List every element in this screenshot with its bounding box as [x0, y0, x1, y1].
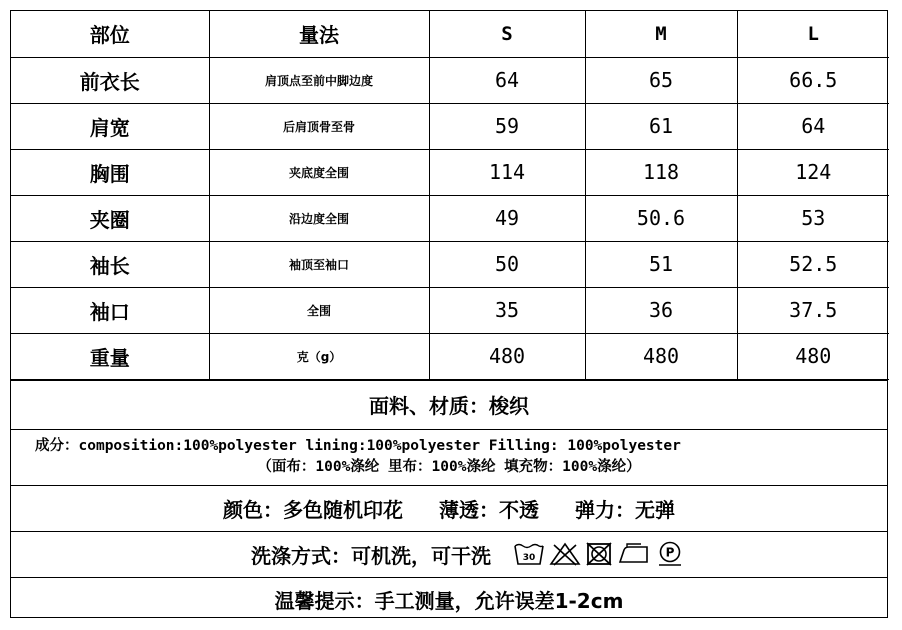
wash-temp: 30: [522, 553, 536, 563]
iron-icon: [617, 541, 651, 567]
table-row: [11, 241, 889, 287]
row-part: 肩宽: [11, 103, 209, 149]
row-part: 夹圈: [11, 195, 209, 241]
row-size-m: 65: [585, 57, 737, 103]
row-size-s: 64: [429, 57, 585, 103]
material-line: 面料、材质：梭织: [11, 380, 887, 429]
row-size-s: 50: [429, 241, 585, 287]
row-size-l: 64: [737, 103, 889, 149]
row-size-m: 480: [585, 333, 737, 379]
care-icons: [513, 540, 685, 568]
measurement-tip: 温馨提示：手工测量，允许误差1-2cm: [11, 577, 887, 621]
header-size-s: S: [429, 11, 585, 57]
table-header-row: [11, 11, 889, 57]
row-part: 袖长: [11, 241, 209, 287]
row-size-s: 49: [429, 195, 585, 241]
row-method: 袖顶至袖口: [209, 241, 429, 287]
table-row: [11, 57, 889, 103]
row-size-m: 36: [585, 287, 737, 333]
care-text: 洗涤方式：可机洗，可干洗: [251, 543, 491, 568]
dry-clean-p-icon: [655, 540, 685, 568]
header-part: 部位: [11, 11, 209, 57]
size-chart: [10, 10, 888, 618]
row-size-s: 35: [429, 287, 585, 333]
row-size-m: 61: [585, 103, 737, 149]
row-size-m: 51: [585, 241, 737, 287]
row-part: 重量: [11, 333, 209, 379]
row-method: 后肩顶骨至骨: [209, 103, 429, 149]
care-line: [11, 531, 887, 577]
row-size-l: 53: [737, 195, 889, 241]
color-info: 颜色：多色随机印花: [223, 497, 403, 522]
row-method: 夹底度全围: [209, 149, 429, 195]
dry-clean-letter: P: [665, 545, 675, 560]
transparency-info: 薄透：不透: [439, 497, 539, 522]
attributes-line: [11, 485, 887, 531]
row-method: 肩顶点至前中脚边度: [209, 57, 429, 103]
row-size-s: 480: [429, 333, 585, 379]
row-size-l: 480: [737, 333, 889, 379]
header-size-l: L: [737, 11, 889, 57]
table-row: [11, 195, 889, 241]
no-tumble-dry-icon: [585, 541, 613, 567]
composition-block: [11, 429, 887, 485]
row-size-l: 66.5: [737, 57, 889, 103]
table-row: [11, 287, 889, 333]
row-size-m: 118: [585, 149, 737, 195]
wash-30-icon: [513, 541, 545, 567]
row-part: 胸围: [11, 149, 209, 195]
table-row: [11, 333, 889, 379]
row-method: 全围: [209, 287, 429, 333]
row-part: 前衣长: [11, 57, 209, 103]
row-size-s: 114: [429, 149, 585, 195]
header-method: 量法: [209, 11, 429, 57]
row-part: 袖口: [11, 287, 209, 333]
header-size-m: M: [585, 11, 737, 57]
row-size-l: 124: [737, 149, 889, 195]
row-size-m: 50.6: [585, 195, 737, 241]
composition-chinese: （面布：100%涤纶 里布：100%涤纶 填充物：100%涤纶）: [257, 459, 641, 475]
table-row: [11, 149, 889, 195]
size-table: [11, 11, 889, 380]
table-row: [11, 103, 889, 149]
row-size-s: 59: [429, 103, 585, 149]
row-method: 克（g）: [209, 333, 429, 379]
elasticity-info: 弹力：无弹: [575, 497, 675, 522]
composition-english: 成分：composition:100%polyester lining:100%polyester Filling: 100%polyester: [35, 438, 681, 454]
no-bleach-icon: [549, 541, 581, 567]
row-method: 沿边度全围: [209, 195, 429, 241]
row-size-l: 37.5: [737, 287, 889, 333]
row-size-l: 52.5: [737, 241, 889, 287]
